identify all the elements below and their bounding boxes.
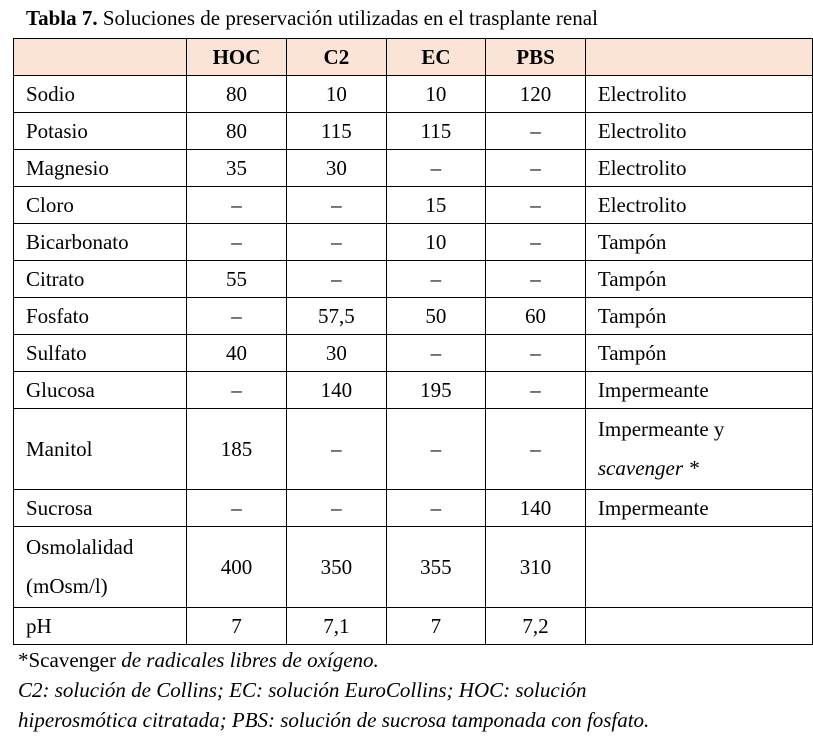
- table-footnotes: [18, 645, 649, 735]
- cell-function: Impermeante: [585, 372, 812, 409]
- table-row: [14, 409, 813, 490]
- table-row: [14, 113, 813, 150]
- cell-hoc: –: [187, 490, 287, 527]
- cell-hoc: –: [187, 372, 287, 409]
- cell-c2: 140: [287, 372, 387, 409]
- row-name: [14, 527, 187, 608]
- cell-c2: 30: [287, 335, 387, 372]
- footnote-asterisk: *: [18, 648, 29, 672]
- row-name: Sodio: [14, 76, 187, 113]
- cell-ec: 15: [386, 187, 485, 224]
- header-cell-pbs: PBS: [486, 39, 586, 76]
- cell-hoc: –: [187, 187, 287, 224]
- cell-ec: 10: [386, 224, 485, 261]
- cell-pbs: –: [486, 187, 586, 224]
- cell-c2: –: [287, 224, 387, 261]
- footnote-scavenger-term: Scavenger: [28, 648, 116, 672]
- cell-ec: 50: [386, 298, 485, 335]
- cell-pbs: 140: [486, 490, 586, 527]
- cell-c2: 350: [287, 527, 387, 608]
- cell-hoc: 80: [187, 113, 287, 150]
- table-row: [14, 150, 813, 187]
- header-cell-empty: [14, 39, 187, 76]
- cell-pbs: –: [486, 261, 586, 298]
- cell-ec: –: [386, 335, 485, 372]
- cell-ec: 195: [386, 372, 485, 409]
- cell-function-line1: Impermeante y: [597, 417, 725, 441]
- cell-function: [585, 527, 812, 608]
- cell-pbs: –: [486, 409, 586, 490]
- footnote-scavenger-definition: de radicales libres de oxígeno.: [115, 648, 379, 672]
- cell-pbs: –: [486, 224, 586, 261]
- table-row: [14, 608, 813, 645]
- cell-c2: –: [287, 261, 387, 298]
- table-row: [14, 335, 813, 372]
- cell-function-line2: scavenger *: [597, 456, 699, 480]
- cell-ec: 10: [386, 76, 485, 113]
- row-name: pH: [14, 608, 187, 645]
- table-row: [14, 298, 813, 335]
- footnote-abbreviations-line1: C2: solución de Collins; EC: solución EuroCollins; HOC: solución: [18, 678, 587, 702]
- row-name: Glucosa: [14, 372, 187, 409]
- cell-hoc: 35: [187, 150, 287, 187]
- footnote-abbreviations-line2: hiperosmótica citratada; PBS: solución de sucrosa tamponada con fosfato.: [18, 708, 650, 732]
- cell-function: Impermeante: [585, 490, 812, 527]
- cell-c2: 115: [287, 113, 387, 150]
- cell-function: Electrolito: [585, 76, 812, 113]
- cell-hoc: –: [187, 224, 287, 261]
- table-row: [14, 527, 813, 608]
- table-row: [14, 490, 813, 527]
- cell-function: Electrolito: [585, 150, 812, 187]
- cell-pbs: 310: [486, 527, 586, 608]
- cell-c2: 7,1: [287, 608, 387, 645]
- table-row: [14, 76, 813, 113]
- cell-c2: 30: [287, 150, 387, 187]
- caption-text: Soluciones de preservación utilizadas en el trasplante renal: [97, 6, 598, 30]
- cell-ec: –: [386, 150, 485, 187]
- cell-hoc: 185: [187, 409, 287, 490]
- row-name: Potasio: [14, 113, 187, 150]
- cell-pbs: –: [486, 113, 586, 150]
- cell-ec: 7: [386, 608, 485, 645]
- cell-pbs: –: [486, 150, 586, 187]
- table-row: [14, 187, 813, 224]
- cell-pbs: 60: [486, 298, 586, 335]
- row-name: Fosfato: [14, 298, 187, 335]
- table-row: [14, 372, 813, 409]
- cell-hoc: 40: [187, 335, 287, 372]
- cell-pbs: –: [486, 335, 586, 372]
- preservation-solutions-table: [13, 38, 813, 645]
- caption-label: Tabla 7.: [26, 6, 98, 30]
- cell-hoc: 80: [187, 76, 287, 113]
- row-name-line2: (mOsm/l): [26, 574, 108, 598]
- row-name: Cloro: [14, 187, 187, 224]
- cell-c2: 10: [287, 76, 387, 113]
- cell-hoc: 400: [187, 527, 287, 608]
- cell-hoc: –: [187, 298, 287, 335]
- table-caption: [26, 4, 598, 32]
- cell-hoc: 7: [187, 608, 287, 645]
- header-row: [14, 39, 813, 76]
- header-cell-function: [585, 39, 812, 76]
- row-name: Citrato: [14, 261, 187, 298]
- row-name: Sucrosa: [14, 490, 187, 527]
- cell-function: [585, 608, 812, 645]
- cell-function: [585, 409, 812, 490]
- row-name: Sulfato: [14, 335, 187, 372]
- cell-hoc: 55: [187, 261, 287, 298]
- footnote-scavenger: [18, 645, 649, 675]
- cell-ec: 115: [386, 113, 485, 150]
- cell-c2: –: [287, 187, 387, 224]
- table-row: [14, 261, 813, 298]
- cell-pbs: 120: [486, 76, 586, 113]
- header-cell-c2: C2: [287, 39, 387, 76]
- cell-function: Electrolito: [585, 113, 812, 150]
- cell-function: Tampón: [585, 335, 812, 372]
- header-cell-hoc: HOC: [187, 39, 287, 76]
- cell-c2: –: [287, 490, 387, 527]
- cell-ec: 355: [386, 527, 485, 608]
- cell-function: Tampón: [585, 298, 812, 335]
- table-row: [14, 224, 813, 261]
- row-name: Bicarbonato: [14, 224, 187, 261]
- row-name-line1: Osmolalidad: [26, 535, 134, 559]
- row-name: Magnesio: [14, 150, 187, 187]
- row-name: Manitol: [14, 409, 187, 490]
- cell-function: Tampón: [585, 261, 812, 298]
- cell-c2: –: [287, 409, 387, 490]
- cell-c2: 57,5: [287, 298, 387, 335]
- cell-ec: –: [386, 409, 485, 490]
- header-cell-ec: EC: [386, 39, 485, 76]
- cell-ec: –: [386, 261, 485, 298]
- cell-ec: –: [386, 490, 485, 527]
- cell-function: Tampón: [585, 224, 812, 261]
- cell-pbs: –: [486, 372, 586, 409]
- cell-pbs: 7,2: [486, 608, 586, 645]
- cell-function: Electrolito: [585, 187, 812, 224]
